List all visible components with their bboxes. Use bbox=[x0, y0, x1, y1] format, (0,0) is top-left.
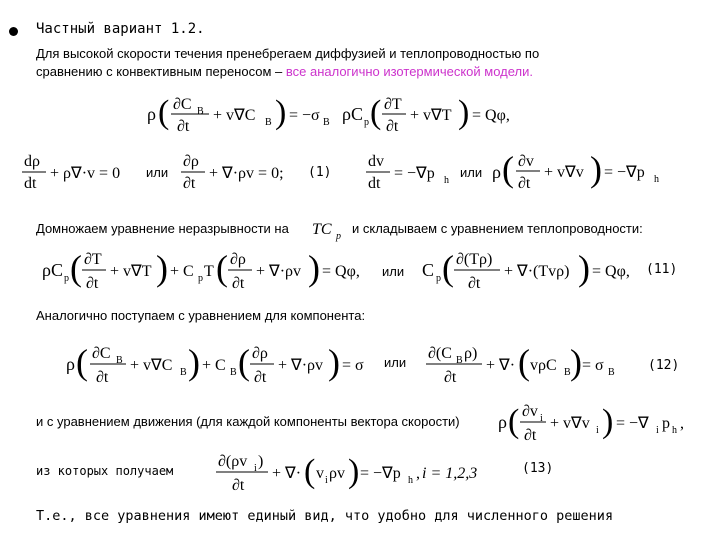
svg-text:∂v: ∂v bbox=[522, 403, 538, 420]
svg-text:∂t: ∂t bbox=[386, 118, 399, 135]
svg-text:(: ( bbox=[70, 248, 82, 288]
svg-text:= −∇p: = −∇p bbox=[360, 465, 401, 482]
intro-line-2-highlight: все аналогично изотермической модели. bbox=[285, 64, 534, 79]
svg-text:ρC: ρC bbox=[342, 104, 363, 124]
svg-text:∂t: ∂t bbox=[524, 427, 537, 444]
svg-text:(: ( bbox=[518, 342, 530, 382]
svg-text:B: B bbox=[180, 367, 187, 378]
equation-momentum-a bbox=[360, 148, 460, 194]
svg-text:B: B bbox=[608, 367, 615, 378]
svg-text:∂ρ: ∂ρ bbox=[230, 251, 246, 268]
equation-heat bbox=[340, 88, 520, 138]
svg-text:+ ∇·: + ∇· bbox=[272, 465, 302, 482]
equation-species-transport bbox=[143, 88, 333, 138]
equation-momentum-component bbox=[496, 396, 696, 448]
svg-text:= Qφ,: = Qφ, bbox=[592, 263, 630, 280]
svg-text:p: p bbox=[336, 231, 341, 242]
svg-text:vρC: vρC bbox=[530, 357, 557, 374]
svg-text:B: B bbox=[230, 367, 237, 378]
equation-number-11: (11) bbox=[646, 262, 678, 277]
svg-text:∂(Tρ): ∂(Tρ) bbox=[456, 251, 493, 268]
svg-text:(: ( bbox=[238, 342, 250, 382]
bullet-icon bbox=[9, 27, 18, 36]
svg-text:B: B bbox=[265, 117, 272, 128]
svg-text:C: C bbox=[422, 260, 435, 280]
svg-text:(: ( bbox=[158, 94, 170, 131]
svg-text:B: B bbox=[564, 367, 571, 378]
svg-text:i = 1,2,3: i = 1,2,3 bbox=[422, 465, 478, 482]
svg-text:): ) bbox=[156, 248, 168, 288]
svg-text:): ) bbox=[275, 94, 287, 131]
svg-text:∂C: ∂C bbox=[173, 96, 192, 113]
svg-text:): ) bbox=[328, 342, 340, 382]
svg-text:TC: TC bbox=[312, 221, 332, 238]
multiply-text-after: и складываем с уравнением теплопроводности: bbox=[352, 221, 643, 236]
svg-text:dt: dt bbox=[24, 175, 37, 192]
svg-text:∂C: ∂C bbox=[92, 345, 111, 362]
svg-text:∂ρ: ∂ρ bbox=[183, 153, 199, 170]
tcp-factor bbox=[310, 214, 350, 244]
svg-text:B: B bbox=[197, 106, 204, 117]
svg-text:∂t: ∂t bbox=[183, 175, 196, 192]
svg-text:+ ∇·: + ∇· bbox=[486, 357, 516, 374]
svg-text:∂t: ∂t bbox=[96, 369, 109, 386]
svg-text:+ ∇·(Tvρ): + ∇·(Tvρ) bbox=[504, 263, 570, 280]
svg-text:∂t: ∂t bbox=[232, 477, 245, 494]
svg-text:+ v∇v: + v∇v bbox=[544, 164, 584, 181]
svg-text:(: ( bbox=[304, 453, 316, 490]
svg-text:): ) bbox=[348, 453, 360, 490]
svg-text:h: h bbox=[408, 475, 413, 486]
svg-text:ρ: ρ bbox=[492, 162, 501, 182]
svg-text:+ v∇C: + v∇C bbox=[130, 357, 173, 374]
svg-text:i: i bbox=[325, 475, 328, 486]
equation-momentum-b bbox=[490, 142, 690, 196]
svg-text:v: v bbox=[316, 465, 324, 482]
svg-text:h: h bbox=[654, 174, 659, 185]
svg-text:): ) bbox=[188, 342, 200, 382]
equation-number-13: (13) bbox=[522, 461, 554, 476]
svg-text:(: ( bbox=[502, 149, 514, 189]
svg-text:∂t: ∂t bbox=[232, 275, 245, 292]
svg-text:= −σ: = −σ bbox=[289, 107, 320, 124]
equation-number-12: (12) bbox=[648, 358, 680, 373]
svg-text:p: p bbox=[436, 273, 441, 284]
svg-text:∂T: ∂T bbox=[384, 96, 402, 113]
svg-text:): ) bbox=[602, 403, 614, 440]
svg-text:p: p bbox=[198, 273, 203, 284]
intro-line-1: Для высокой скорости течения пренебрегаем диффузией и теплопроводностью по bbox=[36, 46, 540, 61]
svg-text:+ v∇v: + v∇v bbox=[550, 415, 590, 432]
svg-text:= −∇: = −∇ bbox=[616, 415, 649, 432]
motion-text: и с уравнением движения (для каждой компоненты вектора скорости) bbox=[36, 414, 460, 429]
svg-text:dρ: dρ bbox=[24, 153, 40, 170]
svg-text:= −∇p: = −∇p bbox=[604, 164, 645, 181]
multiply-text-before: Домножаем уравнение неразрывности на bbox=[36, 221, 289, 236]
equation-species-combined-a bbox=[64, 336, 374, 392]
or-label-1: или bbox=[146, 165, 169, 180]
svg-text:∂(ρv: ∂(ρv bbox=[218, 453, 248, 470]
svg-text:(: ( bbox=[508, 403, 520, 440]
svg-text:i: i bbox=[596, 425, 599, 436]
svg-text:∂t: ∂t bbox=[444, 369, 457, 386]
svg-text:∂(C: ∂(C bbox=[428, 345, 452, 362]
svg-text:+ ∇·ρv = 0;: + ∇·ρv = 0; bbox=[209, 165, 284, 182]
conclusion-text: Т.е., все уравнения имеют единый вид, что удобно для численного решения bbox=[36, 508, 614, 524]
intro-line-2 bbox=[36, 64, 533, 79]
equation-continuity-b bbox=[175, 148, 305, 194]
equation-continuity-a bbox=[20, 148, 140, 194]
svg-text:): ) bbox=[590, 149, 602, 189]
svg-text:): ) bbox=[458, 94, 470, 131]
svg-text:+ v∇C: + v∇C bbox=[213, 107, 256, 124]
equation-species-combined-b bbox=[420, 336, 620, 392]
svg-text:): ) bbox=[578, 248, 590, 288]
svg-text:(: ( bbox=[442, 248, 454, 288]
svg-text:dv: dv bbox=[368, 153, 384, 170]
svg-text:p: p bbox=[662, 415, 670, 432]
svg-text:B: B bbox=[116, 355, 123, 366]
svg-text:T: T bbox=[204, 263, 214, 280]
equation-heat-combined-b bbox=[420, 242, 640, 298]
svg-text:∂t: ∂t bbox=[468, 275, 481, 292]
svg-text:+ v∇T: + v∇T bbox=[410, 107, 452, 124]
svg-text:B: B bbox=[323, 117, 330, 128]
svg-text:ρ: ρ bbox=[147, 104, 156, 124]
svg-text:∂T: ∂T bbox=[84, 251, 102, 268]
svg-text:): ) bbox=[258, 453, 264, 470]
or-label-4: или bbox=[384, 355, 407, 370]
svg-text:= Qφ,: = Qφ, bbox=[322, 263, 360, 280]
equation-heat-combined-a bbox=[40, 242, 360, 298]
svg-text:∂ρ: ∂ρ bbox=[252, 345, 268, 362]
svg-text:ρv: ρv bbox=[329, 465, 345, 482]
svg-text:h: h bbox=[444, 175, 449, 186]
svg-text:(: ( bbox=[216, 248, 228, 288]
svg-text:p: p bbox=[64, 273, 69, 284]
svg-text:+ C: + C bbox=[170, 263, 194, 280]
svg-text:= Qφ,: = Qφ, bbox=[472, 107, 510, 124]
svg-text:(: ( bbox=[370, 94, 382, 131]
svg-text:∂t: ∂t bbox=[86, 275, 99, 292]
svg-text:+ ∇·ρv: + ∇·ρv bbox=[256, 263, 302, 280]
svg-text:): ) bbox=[308, 248, 320, 288]
component-text: Аналогично поступаем с уравнением для компонента: bbox=[36, 308, 366, 323]
svg-text:h: h bbox=[672, 425, 677, 436]
intro-line-2-plain: сравнению с конвективным переносом – bbox=[36, 64, 286, 79]
svg-text:∂t: ∂t bbox=[254, 369, 267, 386]
or-label-2: или bbox=[460, 165, 483, 180]
svg-text:+ ∇·ρv: + ∇·ρv bbox=[278, 357, 324, 374]
svg-text:p: p bbox=[364, 117, 369, 128]
slide-heading: Частный вариант 1.2. bbox=[36, 21, 205, 37]
svg-text:ρ: ρ bbox=[498, 412, 507, 432]
svg-text:= −∇p: = −∇p bbox=[394, 165, 435, 182]
svg-text:∂v: ∂v bbox=[518, 153, 534, 170]
index-range bbox=[420, 458, 480, 486]
svg-text:,: , bbox=[680, 415, 684, 432]
svg-text:B: B bbox=[456, 355, 463, 366]
svg-text:ρC: ρC bbox=[42, 260, 63, 280]
svg-text:): ) bbox=[570, 342, 582, 382]
or-label-3: или bbox=[382, 264, 405, 279]
equation-number-1: (1) bbox=[308, 165, 332, 180]
svg-text:i: i bbox=[656, 425, 659, 436]
svg-text:(: ( bbox=[76, 342, 88, 382]
svg-text:ρ: ρ bbox=[66, 354, 75, 374]
svg-text:i: i bbox=[540, 413, 543, 424]
svg-text:∂t: ∂t bbox=[177, 118, 190, 135]
svg-text:+ ρ∇·v = 0: + ρ∇·v = 0 bbox=[50, 165, 121, 182]
svg-text:= σ: = σ bbox=[342, 357, 364, 374]
svg-text:dt: dt bbox=[368, 175, 381, 192]
svg-text:= σ: = σ bbox=[582, 357, 604, 374]
svg-text:i: i bbox=[254, 463, 257, 474]
svg-text:,: , bbox=[416, 465, 420, 482]
svg-text:∂t: ∂t bbox=[518, 175, 531, 192]
svg-text:+ v∇T: + v∇T bbox=[110, 263, 152, 280]
svg-text:+ C: + C bbox=[202, 357, 226, 374]
svg-text:ρ): ρ) bbox=[464, 345, 478, 362]
obtain-text: из которых получаем bbox=[36, 464, 174, 478]
